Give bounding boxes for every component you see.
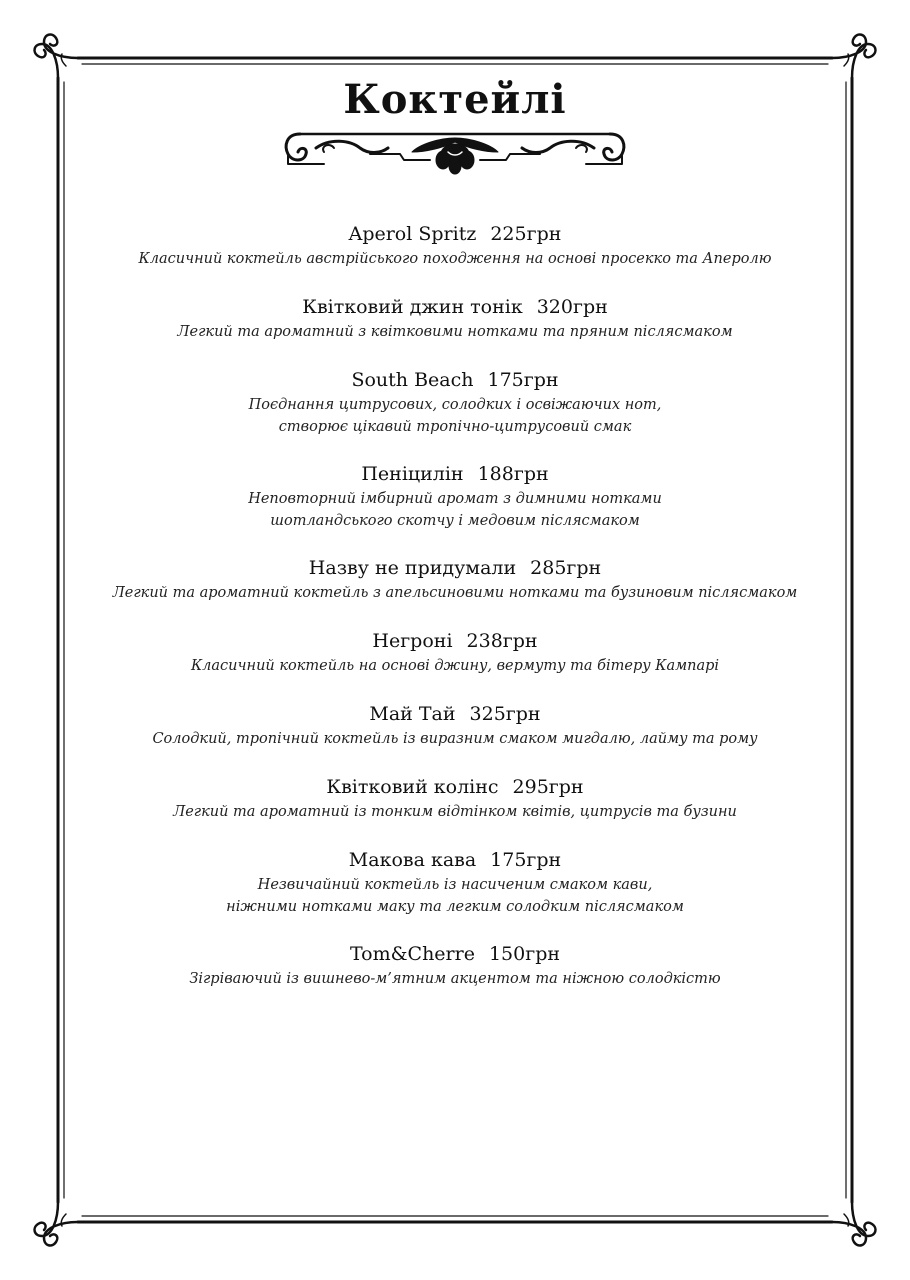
menu-item-name: Назву не придумали xyxy=(308,557,517,579)
menu-item-description xyxy=(60,488,850,532)
menu-item-description-line: ніжними нотками маку та легким солодким післясмаком xyxy=(226,899,684,915)
menu-item-title xyxy=(60,460,850,488)
menu-item-name: Макова кава xyxy=(348,849,477,871)
menu-item-description-line: Класичний коктейль на основі джину, вермуту та бітеру Кампарі xyxy=(190,658,720,674)
menu-item-name: Май Тай xyxy=(369,703,456,725)
menu-item-description-line: Класичний коктейль австрійського походження на основі просекко та Аперолю xyxy=(138,251,772,267)
menu-item-title xyxy=(60,554,850,582)
menu-item-title xyxy=(60,700,850,728)
menu-item xyxy=(60,627,850,677)
menu-item xyxy=(60,700,850,750)
menu-item-description-line: створює цікавий тропічно-цитрусовий смак xyxy=(278,419,632,435)
cocktail-menu xyxy=(60,220,850,1013)
menu-item-description xyxy=(60,728,850,750)
menu-item-description-line: Неповторний імбирний аромат з димними нотками xyxy=(248,491,662,507)
menu-item-description xyxy=(60,582,850,604)
menu-item-name: South Beach xyxy=(351,369,474,391)
page-title: Коктейлі xyxy=(343,76,567,123)
menu-item-description-line: шотландського скотчу і медовим післясмаком xyxy=(270,513,640,529)
menu-item-description-line: Легкий та ароматний із тонким відтінком квітів, цитрусів та бузини xyxy=(173,804,737,820)
menu-item xyxy=(60,940,850,990)
menu-item-description xyxy=(60,874,850,918)
menu-item-price: 325грн xyxy=(469,703,541,725)
menu-item-title xyxy=(60,773,850,801)
menu-item-title xyxy=(60,940,850,968)
menu-item-description xyxy=(60,248,850,270)
menu-item-price: 320грн xyxy=(536,296,608,318)
menu-item xyxy=(60,554,850,604)
menu-item-description-line: Легкий та ароматний з квітковими нотками та пряним післясмаком xyxy=(177,324,733,340)
menu-item xyxy=(60,773,850,823)
menu-item-price: 188грн xyxy=(477,463,549,485)
menu-item-price: 175грн xyxy=(487,369,559,391)
menu-item xyxy=(60,846,850,918)
menu-item-price: 238грн xyxy=(466,630,538,652)
menu-item xyxy=(60,293,850,343)
menu-item-description xyxy=(60,801,850,823)
menu-item-description xyxy=(60,394,850,438)
menu-item xyxy=(60,460,850,532)
menu-item-description-line: Зігріваючий із вишнево-м’ятним акцентом та ніжною солодкістю xyxy=(189,971,721,987)
menu-item-title xyxy=(60,627,850,655)
menu-item-title xyxy=(60,366,850,394)
menu-item-title xyxy=(60,846,850,874)
menu-item-name: Tom&Cherre xyxy=(349,943,475,965)
menu-item-price: 295грн xyxy=(512,776,584,798)
menu-item-name: Aperol Spritz xyxy=(348,223,477,245)
art-nouveau-flower-divider-icon xyxy=(280,124,630,176)
menu-item-name: Негроні xyxy=(372,630,453,652)
menu-item xyxy=(60,366,850,438)
menu-item xyxy=(60,220,850,270)
menu-item-name: Квітковий колінс xyxy=(326,776,499,798)
menu-item-description-line: Поєднання цитрусових, солодких і освіжаючих нот, xyxy=(248,397,662,413)
corner-curl-icon xyxy=(832,1202,875,1245)
menu-item-description xyxy=(60,968,850,990)
menu-item-description xyxy=(60,321,850,343)
menu-item-name: Квітковий джин тонік xyxy=(302,296,523,318)
menu-item-description-line: Солодкий, тропічний коктейль із виразним смаком мигдалю, лайму та рому xyxy=(152,731,758,747)
menu-item-title xyxy=(60,293,850,321)
menu-item-description-line: Незвичайний коктейль із насиченим смаком кави, xyxy=(257,877,653,893)
corner-curl-icon xyxy=(35,1202,78,1245)
menu-item-description-line: Легкий та ароматний коктейль з апельсиновими нотками та бузиновим післясмаком xyxy=(112,585,798,601)
menu-item-description xyxy=(60,655,850,677)
menu-item-name: Пеніцилін xyxy=(361,463,464,485)
menu-item-title xyxy=(60,220,850,248)
menu-item-price: 175грн xyxy=(490,849,562,871)
menu-item-price: 150грн xyxy=(488,943,561,965)
menu-item-price: 285грн xyxy=(530,557,602,579)
menu-item-price: 225грн xyxy=(490,223,562,245)
